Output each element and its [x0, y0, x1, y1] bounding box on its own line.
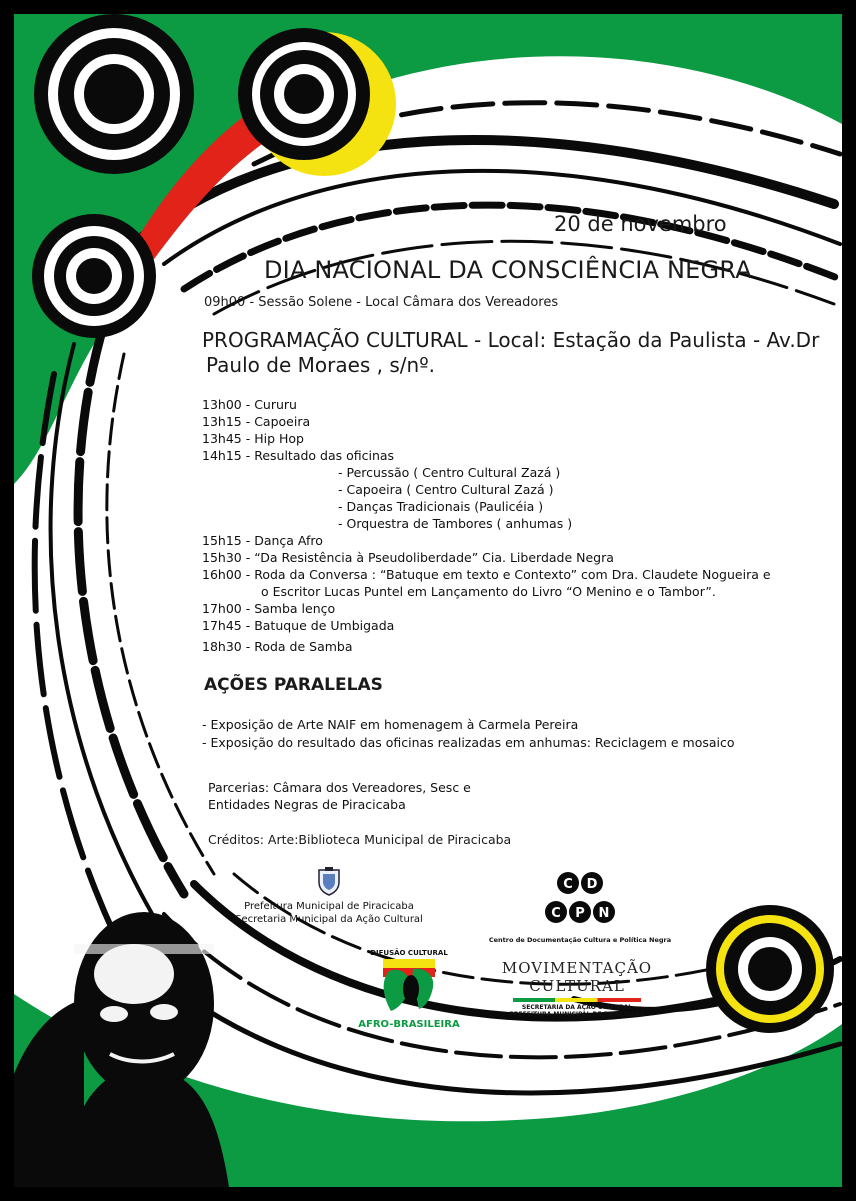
parcerias-line-2: Entidades Negras de Piracicaba: [208, 797, 406, 812]
cdcpn-letter: N: [598, 906, 610, 921]
programacao-line-1: PROGRAMAÇÃO CULTURAL - Local: Estação da Paulista - Av.Dr: [202, 328, 820, 352]
cdcpn-letter: D: [586, 877, 598, 892]
acoes-item: - Exposição do resultado das oficinas realizadas em anhumas: Reciclagem e mosaico: [202, 735, 735, 750]
event-title: DIA NACIONAL DA CONSCIÊNCIA NEGRA: [264, 256, 752, 284]
ring-top-center: [238, 28, 370, 160]
prefeitura-logo: [214, 866, 444, 926]
mov-title-line-2: CULTURAL: [529, 977, 625, 995]
ring-bottom-right: [706, 905, 834, 1033]
mov-caption-2: PREFEITURA MUNICIPAL DE PIRACICABA: [509, 1011, 645, 1018]
mov-caption-1: SECRETARIA DA AÇÃO CULTURAL: [521, 1004, 633, 1011]
schedule-list: [202, 396, 771, 655]
difusao-top-text: DIFUSÃO CULTURAL: [370, 949, 448, 957]
opening-session: 09h00 - Sessão Solene - Local Câmara dos Vereadores: [204, 295, 559, 310]
parcerias: [208, 779, 471, 813]
poster: [14, 14, 842, 1187]
schedule-item: 13h45 - Hip Hop: [202, 431, 304, 446]
schedule-item: 18h30 - Roda de Samba: [202, 639, 353, 654]
cdcpn-letter: C: [563, 877, 573, 892]
acoes-list: [202, 716, 735, 752]
schedule-subitem: - Capoeira ( Centro Cultural Zazá ): [338, 482, 554, 497]
cdcpn-caption: Centro de Documentação Cultura e Política Negra: [488, 936, 672, 944]
mov-color-stripe: [513, 998, 641, 1002]
portrait-figure: [14, 912, 229, 1187]
africa-brazil-map-icon: [369, 957, 449, 1015]
ring-left-mid: [32, 214, 156, 338]
cdcpn-logo: [480, 870, 680, 944]
schedule-item: 16h00 - Roda da Conversa : “Batuque em texto e Contexto” com Dra. Claudete Nogueira e: [202, 567, 771, 582]
coat-of-arms-icon: [316, 866, 342, 896]
mov-title-line-1: MOVIMENTAÇÃO: [501, 959, 653, 977]
schedule-item-continuation: o Escritor Lucas Puntel em Lançamento do Livro “O Menino e o Tambor”.: [261, 584, 716, 599]
secretaria-name: Secretaria Municipal da Ação Cultural: [235, 914, 423, 925]
programacao-line-2: Paulo de Moraes , s/nº.: [206, 353, 435, 377]
difusao-bottom-text: AFRO-BRASILEIRA: [358, 1019, 460, 1030]
schedule-item: 15h15 - Dança Afro: [202, 533, 323, 548]
schedule-item: 13h00 - Cururu: [202, 397, 297, 412]
schedule-subitem: - Danças Tradicionais (Paulicéia ): [338, 499, 544, 514]
schedule-item: 17h00 - Samba lenço: [202, 601, 336, 616]
schedule-subitem: - Percussão ( Centro Cultural Zazá ): [338, 465, 561, 480]
schedule-item: 15h30 - “Da Resistência à Pseudoliberdade” Cia. Liberdade Negra: [202, 550, 614, 565]
movimentacao-cultural-logo: [492, 959, 662, 1018]
difusao-cultural-logo: [354, 949, 464, 1030]
event-date: 20 de novembro: [554, 212, 727, 236]
prefeitura-name: Prefeitura Municipal de Piracicaba: [244, 901, 414, 912]
schedule-item: 13h15 - Capoeira: [202, 414, 311, 429]
cdcpn-letter: P: [575, 906, 585, 921]
acoes-item: - Exposição de Arte NAIF em homenagem à Carmela Pereira: [202, 717, 579, 732]
cdcpn-circles-icon: [540, 870, 620, 928]
creditos: Créditos: Arte:Biblioteca Municipal de Piracicaba: [208, 832, 512, 847]
parcerias-line-1: Parcerias: Câmara dos Vereadores, Sesc e: [208, 780, 471, 795]
schedule-subitem: - Orquestra de Tambores ( anhumas ): [338, 516, 573, 531]
ring-top-left: [34, 14, 194, 174]
schedule-item: 14h15 - Resultado das oficinas: [202, 448, 395, 463]
acoes-title: AÇÕES PARALELAS: [204, 675, 383, 695]
cdcpn-letter: C: [551, 906, 561, 921]
schedule-item: 17h45 - Batuque de Umbigada: [202, 618, 395, 633]
